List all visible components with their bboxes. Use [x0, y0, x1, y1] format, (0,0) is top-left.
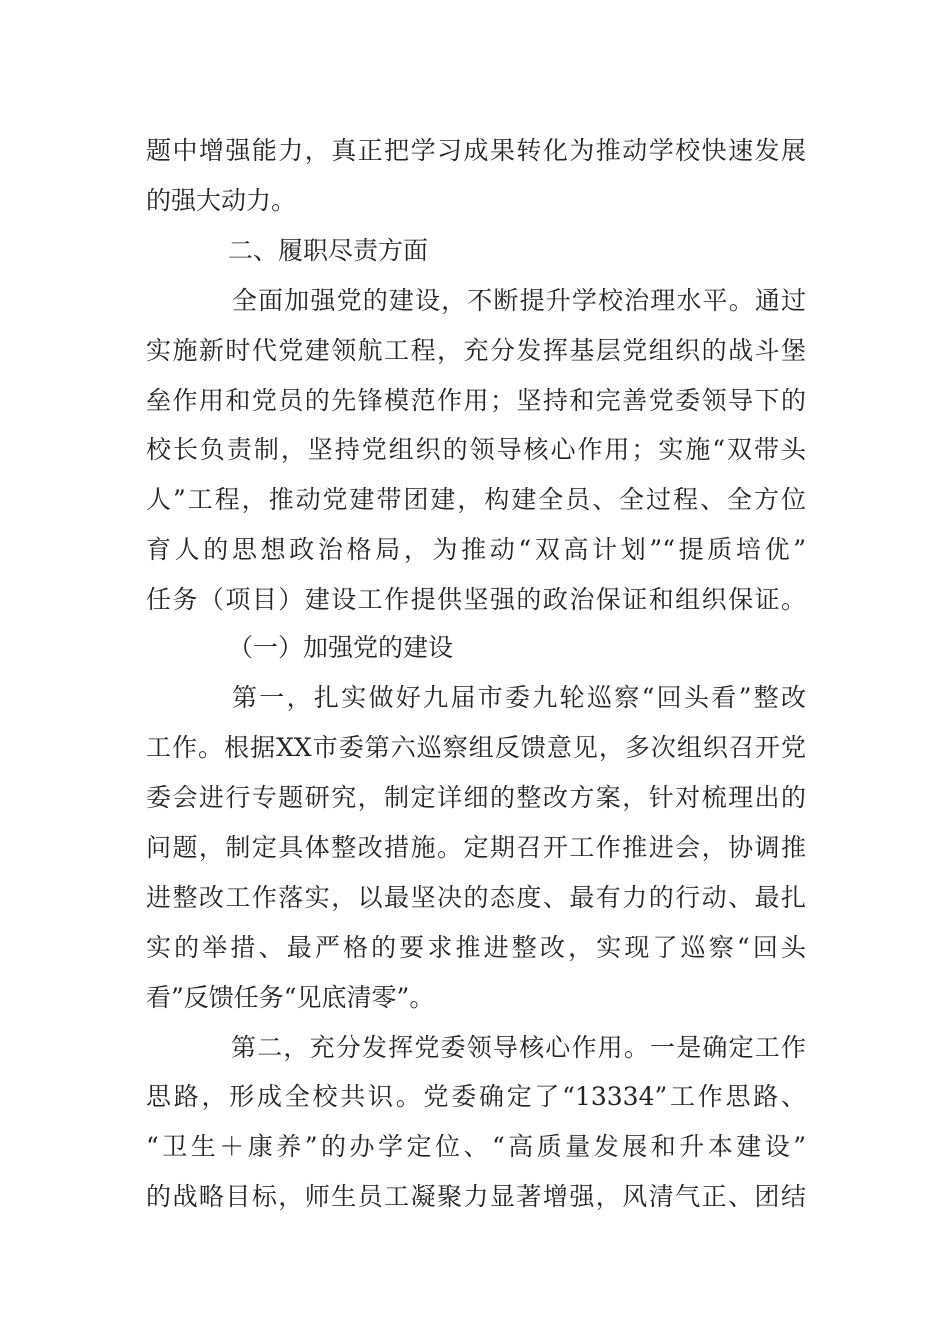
body-text-line: 进整改工作落实，以最坚决的态度、最有力的行动、最扎	[146, 883, 806, 912]
paragraph-first-line: 全面加强党的建设，不断提升学校治理水平。通过	[232, 286, 806, 315]
body-text-line: 题中增强能力，真正把学习成果转化为推动学校快速发展	[146, 136, 806, 165]
body-text-line: 的强大动力。	[146, 186, 297, 215]
body-text-line: 人”工程，推动党建带团建，构建全员、全过程、全方位	[146, 485, 806, 514]
paragraph-first-line: 第一，扎实做好九届市委九轮巡察“回头看”整改	[232, 683, 806, 712]
body-text-line: 育人的思想政治格局，为推动“双高计划”“提质培优”	[146, 535, 806, 564]
body-text-line: 思路，形成全校共识。党委确定了“13334”工作思路、	[146, 1082, 806, 1111]
body-text-line: 的战略目标，师生员工凝聚力显著增强，风清气正、团结	[146, 1182, 806, 1211]
paragraph-first-line: 第二，充分发挥党委领导核心作用。一是确定工作	[231, 1033, 806, 1062]
body-text-line: 委会进行专题研究，制定详细的整改方案，针对梳理出的	[146, 783, 806, 812]
body-text-line: “卫生＋康养”的办学定位、“高质量发展和升本建设”	[146, 1132, 806, 1161]
body-text-line: 实施新时代党建领航工程，充分发挥基层党组织的战斗堡	[146, 336, 806, 365]
body-text-line: 实的举措、最严格的要求推进整改，实现了巡察“回头	[146, 933, 806, 962]
subsection-heading: （一）加强党的建设	[228, 633, 454, 662]
body-text-line: 垒作用和党员的先锋模范作用；坚持和完善党委领导下的	[146, 386, 806, 415]
body-text-line: 问题，制定具体整改措施。定期召开工作推进会，协调推	[146, 833, 806, 862]
body-text-line: 看”反馈任务“见底清零”。	[146, 983, 435, 1012]
section-heading: 二、履职尽责方面	[228, 236, 429, 265]
body-text-line: 任务（项目）建设工作提供坚强的政治保证和组织保证。	[146, 585, 806, 614]
body-text-line: 工作。根据XX市委第六巡察组反馈意见，多次组织召开党	[146, 733, 806, 762]
body-text-line: 校长负责制，坚持党组织的领导核心作用；实施“双带头	[146, 435, 806, 464]
